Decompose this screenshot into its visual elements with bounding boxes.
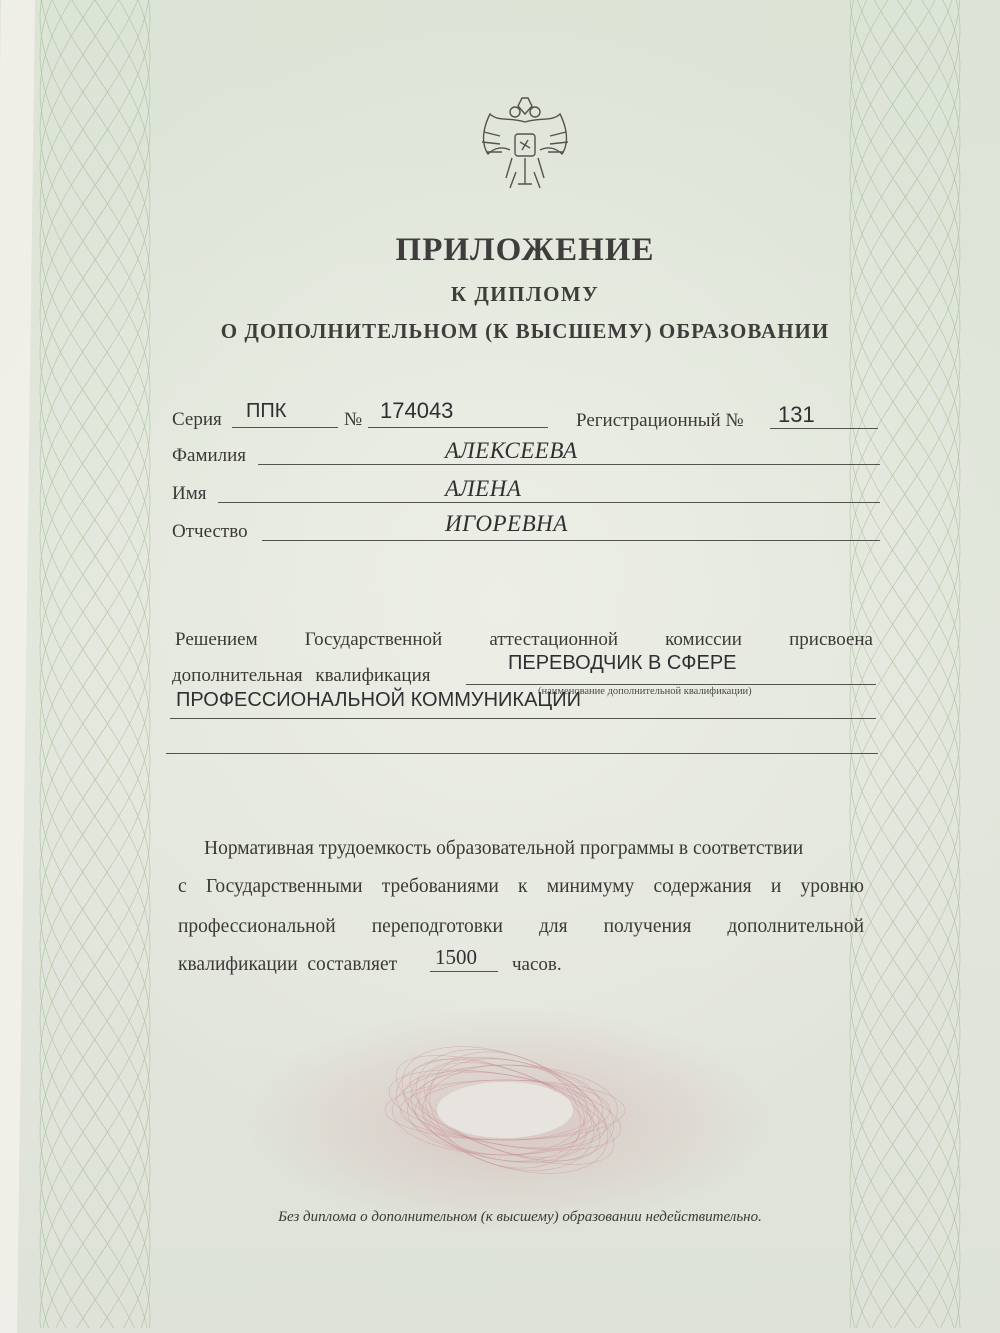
- hours-suffix: часов.: [512, 954, 562, 975]
- guilloche-line: [40, 0, 150, 1328]
- word: комиссии: [665, 629, 742, 650]
- guilloche-line: [40, 0, 150, 1328]
- hours-prefix: квалификации составляет: [178, 954, 398, 975]
- qualification-underline-2: [170, 718, 876, 719]
- guilloche-line: [850, 0, 960, 1328]
- qualification-value-line2: ПРОФЕССИОНАЛЬНОЙ КОММУНИКАЦИИ: [176, 689, 581, 711]
- hours-line-3: [178, 916, 864, 938]
- guilloche-line: [850, 0, 960, 1328]
- guilloche-line: [40, 0, 150, 1328]
- guilloche-line: [40, 0, 150, 1328]
- number-value: 174043: [380, 398, 454, 423]
- guilloche-line: [850, 0, 960, 1328]
- word: Решением: [175, 629, 258, 650]
- guilloche-line: [40, 0, 150, 1328]
- word: получения: [603, 916, 692, 937]
- name-label: Имя: [172, 483, 207, 504]
- guilloche-line: [40, 0, 150, 1328]
- qualification-underline-1: [466, 684, 876, 685]
- security-rosette: [370, 1040, 640, 1180]
- additional-qualification-label: [172, 665, 431, 687]
- qualification-caption: (наименование дополнительной квалификации): [538, 686, 752, 697]
- word: с: [178, 876, 187, 897]
- commission-decision-text: [175, 629, 873, 651]
- guilloche-line: [40, 0, 150, 1328]
- document-subtitle-2: О ДОПОЛНИТЕЛЬНОМ (К ВЫСШЕМУ) ОБРАЗОВАНИИ: [220, 319, 830, 343]
- guilloche-line: [850, 0, 960, 1328]
- word: дополнительной: [727, 916, 864, 937]
- guilloche-line: [850, 0, 960, 1328]
- hours-line-2: [178, 876, 864, 898]
- guilloche-line: [40, 0, 150, 1328]
- guilloche-line: [40, 0, 150, 1328]
- word: аттестационной: [489, 629, 619, 650]
- document-title: ПРИЛОЖЕНИЕ: [395, 232, 655, 268]
- qualification-underline-3: [166, 753, 878, 754]
- guilloche-line: [40, 0, 150, 1328]
- document-subtitle: К ДИПЛОМУ: [450, 282, 600, 306]
- name-value: АЛЕНА: [445, 476, 522, 501]
- word: переподготовки: [371, 916, 503, 937]
- guilloche-line: [850, 0, 960, 1328]
- registration-value: 131: [778, 402, 815, 427]
- word: присвоена: [789, 629, 873, 650]
- registration-underline: [770, 428, 878, 429]
- coat-of-arms-icon: [470, 92, 580, 197]
- word: квалификация: [315, 665, 431, 686]
- word: Государственной: [304, 629, 443, 650]
- guilloche-line: [850, 0, 960, 1328]
- validity-note: Без диплома о дополнительном (к высшему) образовании недействительно.: [278, 1209, 762, 1225]
- series-value: ППК: [246, 400, 287, 422]
- guilloche-line: [850, 0, 960, 1328]
- word: для: [538, 916, 568, 937]
- surname-value: АЛЕКСЕЕВА: [445, 438, 578, 463]
- word: дополнительная: [172, 665, 303, 686]
- word: к: [518, 876, 528, 897]
- patronymic-label: Отчество: [172, 521, 248, 542]
- guilloche-line: [850, 0, 960, 1328]
- guilloche-line: [40, 0, 150, 1328]
- word: и: [770, 876, 782, 897]
- surname-underline: [258, 464, 880, 465]
- qualification-value-line1: ПЕРЕВОДЧИК В СФЕРЕ: [508, 652, 737, 674]
- series-underline: [232, 427, 338, 428]
- word: уровню: [800, 876, 864, 897]
- guilloche-line: [850, 0, 960, 1328]
- patronymic-value: ИГОРЕВНА: [445, 511, 568, 536]
- word: Государственными: [205, 876, 363, 897]
- hours-value: 1500: [435, 945, 477, 969]
- word: требованиями: [381, 876, 499, 897]
- guilloche-line: [850, 0, 960, 1328]
- guilloche-line: [40, 0, 150, 1328]
- word: минимуму: [546, 876, 635, 897]
- number-label: №: [344, 409, 363, 430]
- rosette-center: [437, 1082, 573, 1138]
- surname-label: Фамилия: [172, 445, 247, 466]
- guilloche-line: [40, 0, 150, 1328]
- guilloche-line: [850, 0, 960, 1328]
- word: содержания: [653, 876, 752, 897]
- hours-underline: [430, 971, 498, 972]
- number-underline: [368, 427, 548, 428]
- word: профессиональной: [178, 916, 336, 937]
- series-label: Серия: [172, 409, 222, 430]
- hours-line-1: Нормативная трудоемкость образовательной программы в соответствии: [204, 838, 804, 859]
- guilloche-line: [40, 0, 150, 1328]
- name-underline: [218, 502, 880, 503]
- guilloche-line: [850, 0, 960, 1328]
- patronymic-underline: [262, 540, 880, 541]
- guilloche-line: [850, 0, 960, 1328]
- registration-label: Регистрационный №: [576, 410, 744, 431]
